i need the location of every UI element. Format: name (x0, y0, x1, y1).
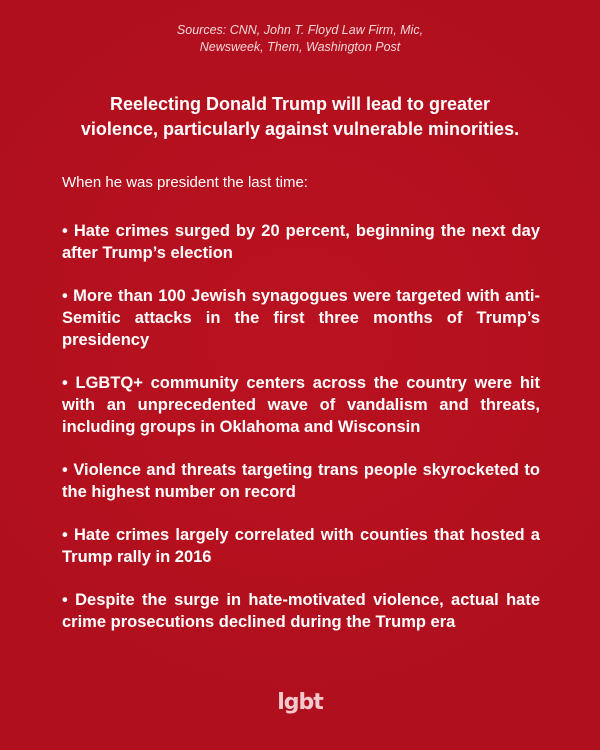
bullet-list (62, 220, 540, 654)
logo (0, 690, 600, 715)
bullet-item-hate-crimes-surge: • Hate crimes surged by 20 percent, beginning the next day after Trump’s election (62, 222, 540, 262)
headline-line-1: Reelecting Donald Trump will lead to greater (109, 94, 491, 114)
bullet-item-lgbtq-centers: • LGBTQ+ community centers across the country were hit with an unprecedented wave of vandalism and threats, including groups in Oklahoma and Wisconsin (62, 374, 540, 436)
bullet-item-rally-correlation: • Hate crimes largely correlated with counties that hosted a Trump rally in 2016 (62, 526, 540, 566)
lgbt-logo-icon: lgbt (277, 690, 323, 715)
sources-line-2: Newsweek, Them, Washington Post (199, 40, 401, 54)
headline (40, 92, 560, 142)
sources-line-1: Sources: CNN, John T. Floyd Law Firm, Mic, (176, 23, 424, 37)
bullet-item-trans-violence: • Violence and threats targeting trans people skyrocketed to the highest number on record (62, 461, 540, 501)
bullet-item-synagogues: • More than 100 Jewish synagogues were targeted with anti-Semitic attacks in the first three months of Trump’s presidency (62, 287, 540, 349)
intro-text: When he was president the last time: (62, 174, 308, 191)
bullet-item-prosecutions: • Despite the surge in hate-motivated violence, actual hate crime prosecutions declined during the Trump era (62, 591, 540, 631)
headline-line-2: violence, particularly against vulnerable minorities. (80, 119, 520, 139)
sources-citation (0, 22, 600, 56)
